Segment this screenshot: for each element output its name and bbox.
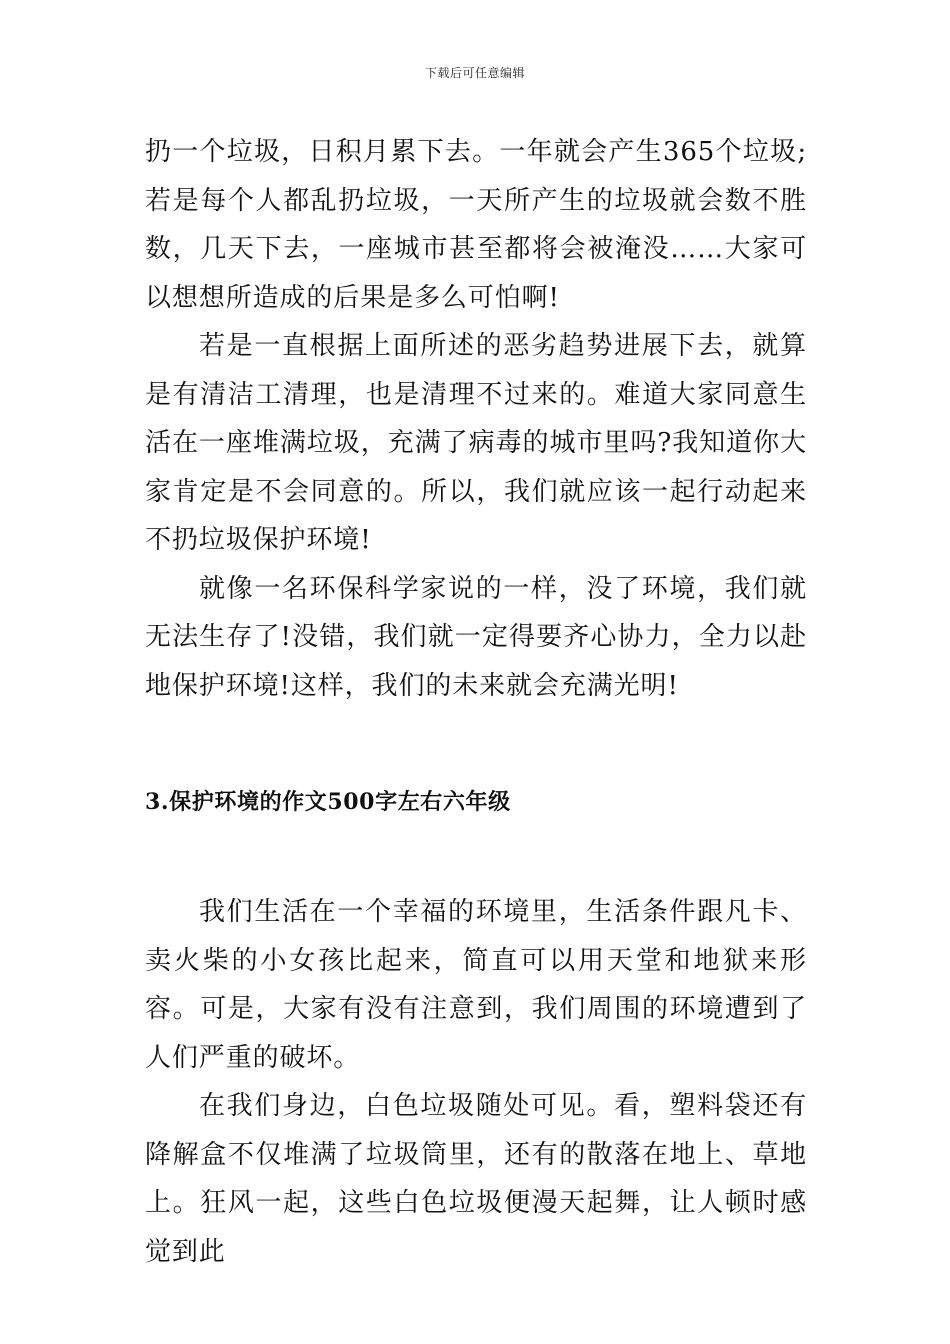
section-heading: 3.保护环境的作文500字左右六年级	[145, 789, 511, 815]
paragraph-continuation: 扔一个垃圾，日积月累下去。一年就会产生365个垃圾;若是每个人都乱扔垃圾，一天所产生的垃圾就会数不胜数，几天下去，一座城市甚至都将会被淹没……大家可以想想所造成的后果是多么可怕啊!	[145, 137, 807, 313]
spacer	[145, 710, 807, 778]
paragraph: 我们生活在一个幸福的环境里，生活条件跟凡卡、卖火柴的小女孩比起来，简直可以用天堂和地狱来形容。可是，大家有没有注意到，我们周围的环境遭到了人们严重的破坏。	[145, 897, 807, 1073]
spacer	[145, 826, 807, 888]
paragraph: 就像一名环保科学家说的一样，没了环境，我们就无法生存了!没错，我们就一定得要齐心协力，全力以赴地保护环境!这样，我们的未来就会充满光明!	[145, 573, 807, 701]
paragraph: 若是一直根据上面所述的恶劣趋势进展下去，就算是有清洁工清理，也是清理不过来的。难道大家同意生活在一座堆满垃圾，充满了病毒的城市里吗?我知道你大家肯定是不会同意的。所以，我们就应该一起行动起来不扔垃圾保护环境!	[145, 331, 807, 555]
paragraph: 在我们身边，白色垃圾随处可见。看，塑料袋还有降解盒不仅堆满了垃圾筒里，还有的散落在地上、草地上。狂风一起，这些白色垃圾便漫天起舞，让人顿时感觉到此	[145, 1091, 807, 1267]
document-body	[145, 128, 807, 1276]
page-header: 下载后可任意编辑	[424, 66, 525, 80]
